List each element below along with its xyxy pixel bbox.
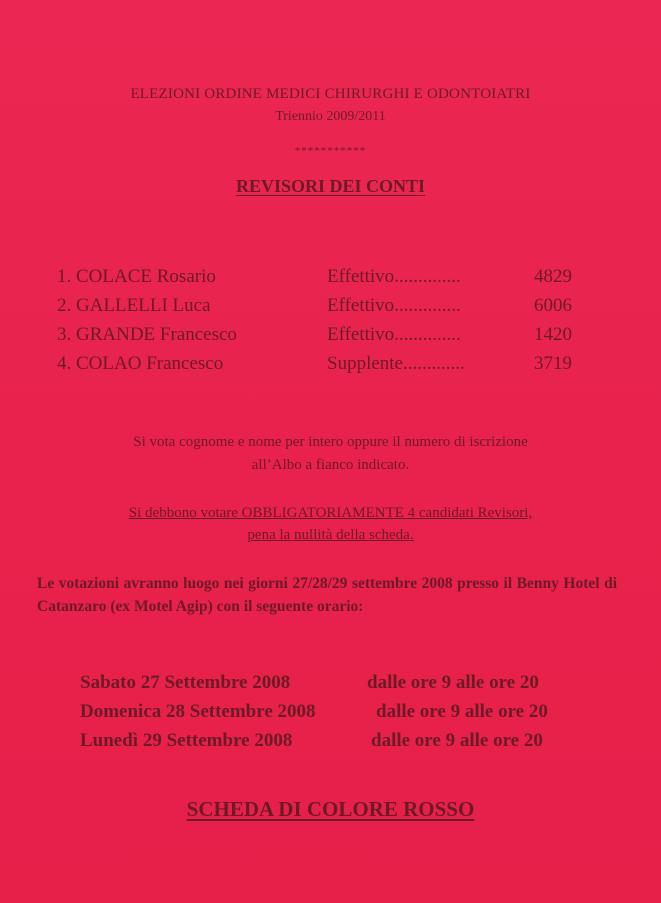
candidate-row	[57, 324, 597, 353]
mandatory-notice	[0, 502, 661, 546]
candidate-role-label: Effettivo	[327, 266, 395, 287]
schedule-hours: dalle ore 9 alle ore 20	[371, 730, 543, 751]
candidate-number: 6006	[534, 295, 572, 316]
candidate-role-label: Effettivo	[327, 295, 395, 316]
schedule-list	[80, 672, 600, 759]
schedule-hours: dalle ore 9 alle ore 20	[367, 672, 539, 693]
candidate-list	[57, 266, 597, 382]
mandatory-notice-line: pena la nullità della scheda.	[247, 527, 414, 543]
candidate-number: 1420	[534, 324, 572, 345]
schedule-row	[80, 701, 600, 730]
election-period: Triennio 2009/2011	[275, 109, 386, 124]
candidate-name: 4. COLAO Francesco	[57, 353, 224, 374]
candidate-role	[327, 353, 465, 375]
election-title: ELEZIONI ORDINE MEDICI CHIRURGHI E ODONTOIATRI	[130, 86, 531, 102]
schedule-hours: dalle ore 9 alle ore 20	[376, 701, 548, 722]
candidate-role	[327, 295, 461, 317]
mandatory-notice-line: Si debbono votare OBBLIGATORIAMENTE 4 candidati Revisori,	[128, 505, 533, 521]
schedule-day: Sabato 27 Settembre 2008	[80, 672, 291, 693]
voting-instructions-line: Si vota cognome e nome per intero oppure il numero di iscrizione	[133, 434, 528, 450]
candidate-dots: ..............	[394, 295, 461, 316]
candidate-number: 4829	[534, 266, 572, 287]
candidate-number: 3719	[534, 353, 572, 374]
candidate-role	[327, 324, 461, 346]
schedule-day: Lunedì 29 Settembre 2008	[80, 730, 293, 751]
candidate-role-label: Supplente	[327, 353, 403, 374]
schedule-row	[80, 730, 600, 759]
separator-stars: ***********	[294, 145, 367, 157]
schedule-day: Domenica 28 Settembre 2008	[80, 701, 316, 722]
voting-instructions-line: all’Albo a fianco indicato.	[251, 457, 410, 473]
candidate-row	[57, 266, 597, 295]
voting-dates-notice: Le votazioni avranno luogo nei giorni 27/28/29 settembre 2008 presso il Benny Hotel di Catanzaro (ex Motel Agip) con il seguente orario:	[37, 575, 617, 615]
candidate-dots: .............	[403, 353, 465, 374]
candidate-dots: ..............	[394, 324, 461, 345]
voting-instructions	[0, 431, 661, 477]
schedule-row	[80, 672, 600, 701]
candidate-name: 1. COLACE Rosario	[57, 266, 216, 287]
candidate-role-label: Effettivo	[327, 324, 395, 345]
candidate-name: 2. GALLELLI Luca	[57, 295, 211, 316]
section-title: REVISORI DEI CONTI	[235, 176, 426, 196]
candidate-row	[57, 353, 597, 382]
ballot-color-title: SCHEDA DI COLORE ROSSO	[186, 797, 475, 821]
candidate-role	[327, 266, 461, 288]
candidate-dots: ..............	[394, 266, 461, 287]
candidate-row	[57, 295, 597, 324]
candidate-name: 3. GRANDE Francesco	[57, 324, 237, 345]
